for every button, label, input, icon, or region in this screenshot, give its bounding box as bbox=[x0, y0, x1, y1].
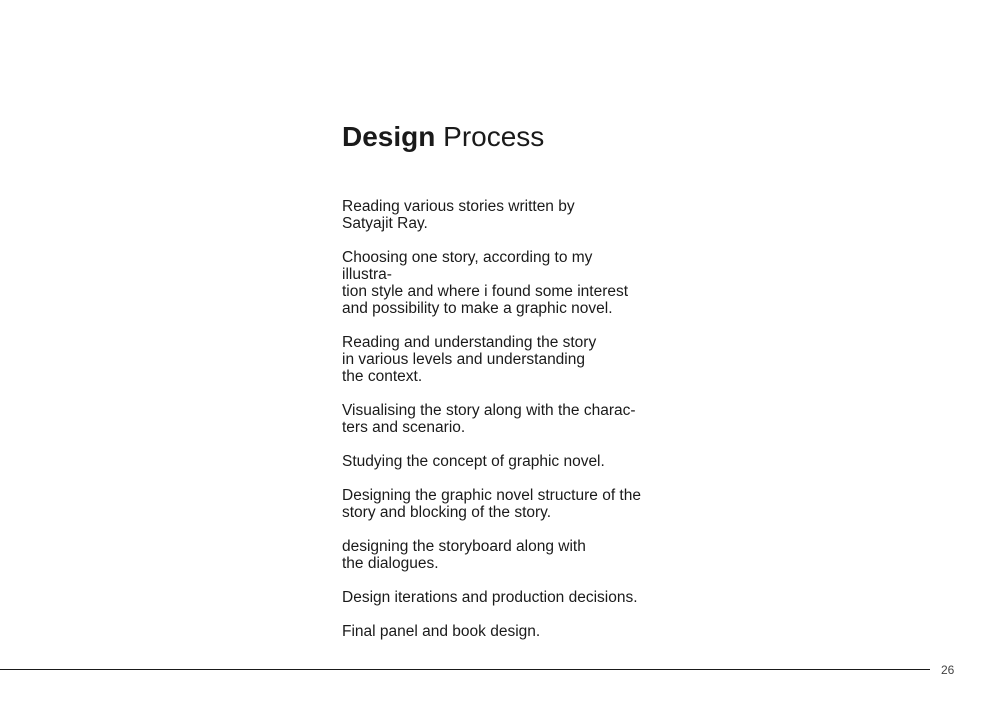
process-step: Choosing one story, according to my illustra- tion style and where i found some interest and possibility to make a graphic novel. bbox=[342, 249, 629, 317]
page-title bbox=[342, 119, 544, 155]
process-step: Design iterations and production decisions. bbox=[342, 589, 638, 606]
process-step: Final panel and book design. bbox=[342, 623, 541, 640]
process-step: Reading various stories written by Satyajit Ray. bbox=[342, 198, 575, 232]
process-step: Studying the concept of graphic novel. bbox=[342, 453, 605, 470]
footer-divider bbox=[0, 669, 930, 670]
process-step: Visualising the story along with the charac- ters and scenario. bbox=[342, 402, 636, 436]
title-regular-word: Process bbox=[443, 121, 545, 152]
title-bold-word: Design bbox=[342, 121, 436, 152]
process-step: Designing the graphic novel structure of the story and blocking of the story. bbox=[342, 487, 641, 521]
process-step-list bbox=[342, 198, 642, 657]
process-step: Reading and understanding the story in various levels and understanding the context. bbox=[342, 334, 597, 385]
page-number: 26 bbox=[941, 663, 955, 677]
process-step: designing the storyboard along with the dialogues. bbox=[342, 538, 586, 572]
